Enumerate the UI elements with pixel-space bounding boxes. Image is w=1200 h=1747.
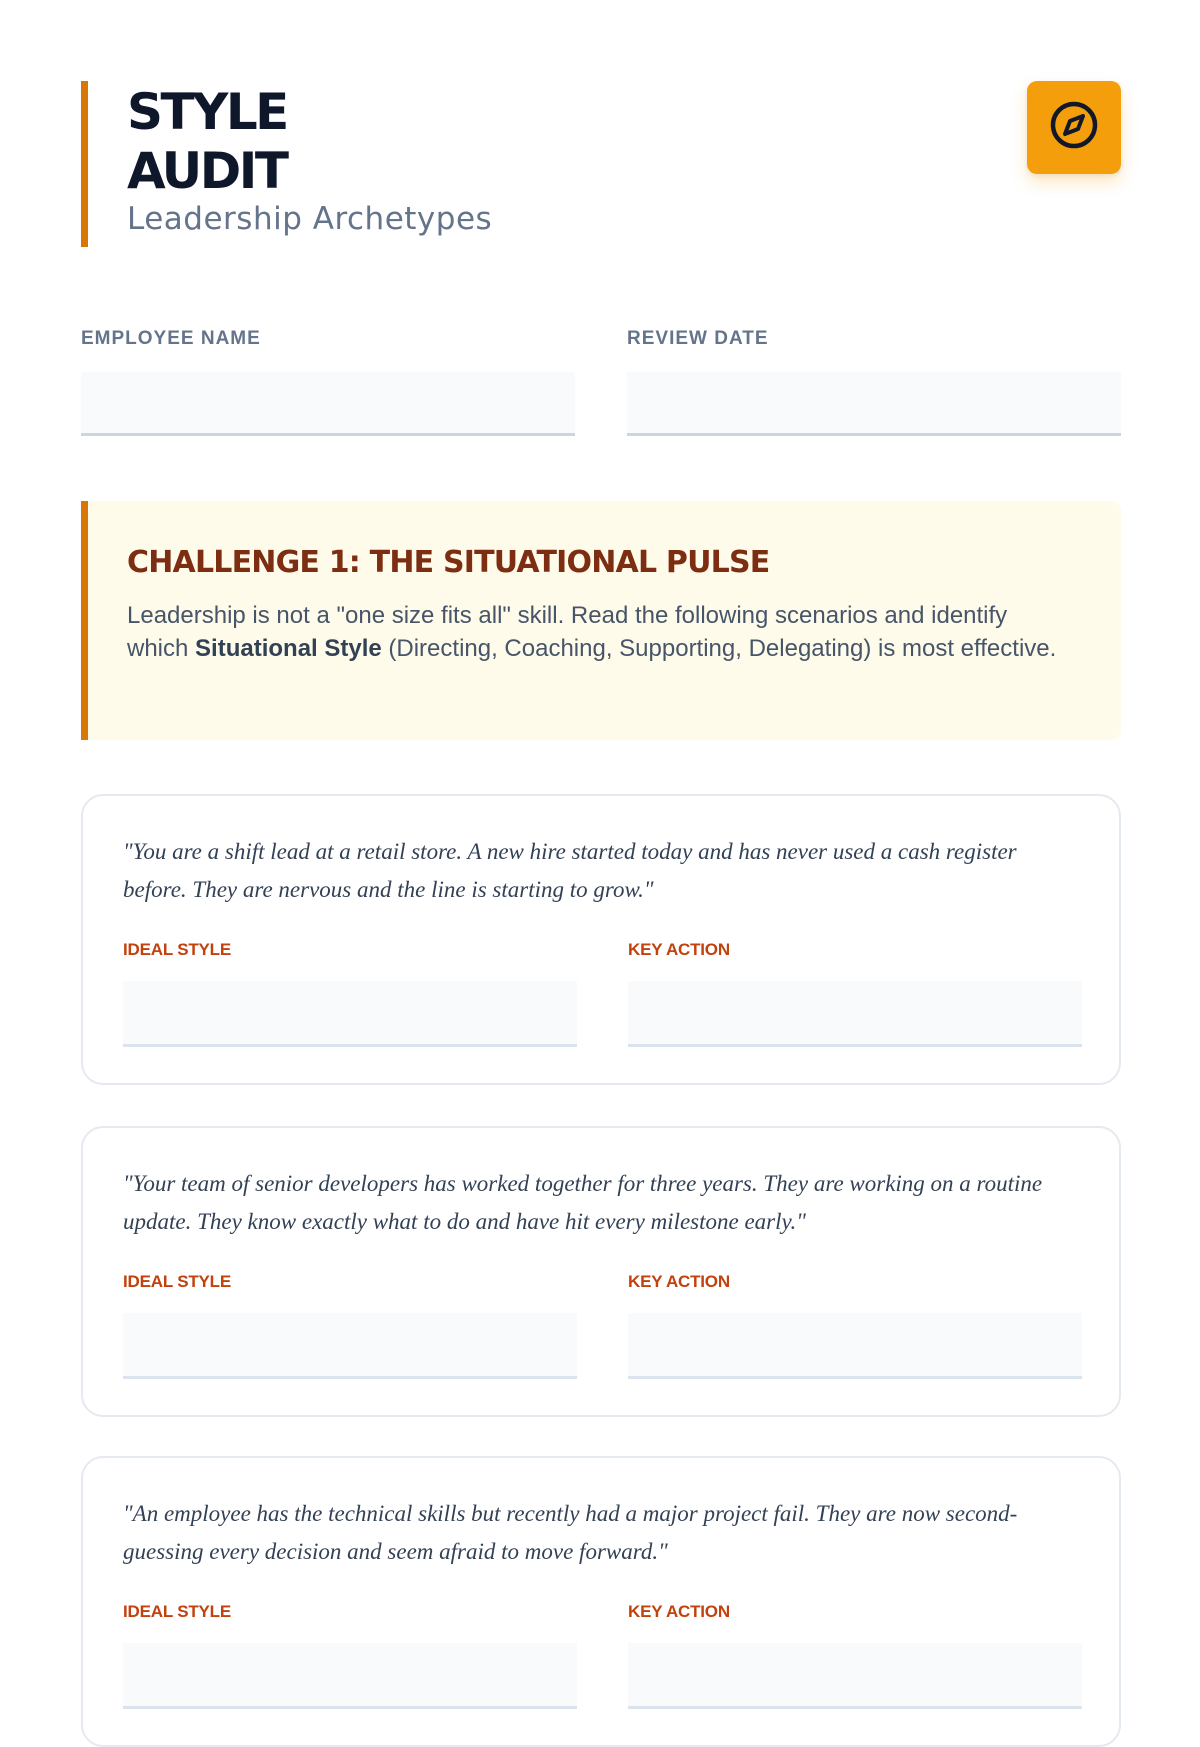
challenge-description (127, 599, 1067, 665)
key-action-label: KEY ACTION (628, 940, 730, 959)
key-action-group (628, 940, 1082, 1047)
header-accent-bar (81, 81, 88, 247)
key-action-input[interactable] (628, 1313, 1082, 1379)
scenario-quote: "You are a shift lead at a retail store. A new hire started today and has never used a cash register before. They are nervous and the line is starting to grow." (123, 839, 1017, 902)
ideal-style-input[interactable] (123, 981, 577, 1047)
challenge-description-end: (Directing, Coaching, Supporting, Delegating) is most effective. (381, 635, 1057, 662)
ideal-style-label: IDEAL STYLE (123, 1272, 232, 1291)
compass-icon (1048, 99, 1100, 156)
page-subtitle: Leadership Archetypes (127, 201, 493, 237)
review-date-group (627, 327, 1121, 436)
scenario-card-1 (81, 794, 1121, 1085)
scenario-quote: "Your team of senior developers has worked together for three years. They are working on a routine update. They know exactly what to do and have hit every milestone early." (123, 1171, 1043, 1234)
employee-name-group (81, 327, 575, 436)
review-date-input[interactable] (627, 372, 1121, 436)
ideal-style-input[interactable] (123, 1313, 577, 1379)
page-title-line-1: STYLE (127, 83, 287, 141)
review-date-label: REVIEW DATE (627, 328, 769, 349)
employee-name-input[interactable] (81, 372, 575, 436)
key-action-group (628, 1602, 1082, 1709)
ideal-style-group (123, 940, 577, 1047)
challenge-intro-box (81, 501, 1121, 740)
challenge-title: CHALLENGE 1: THE SITUATIONAL PULSE (127, 545, 770, 580)
challenge-description-start: Leadership is not a "one size fits all" skill. Read the following scenarios and identify which (127, 602, 1008, 662)
page-title-line-2: AUDIT (127, 142, 287, 200)
ideal-style-label: IDEAL STYLE (123, 940, 232, 959)
key-action-input[interactable] (628, 1643, 1082, 1709)
ideal-style-input[interactable] (123, 1643, 577, 1709)
ideal-style-group (123, 1602, 577, 1709)
key-action-label: KEY ACTION (628, 1602, 730, 1621)
challenge-description-emphasis: Situational Style (195, 635, 382, 662)
scenario-quote: "An employee has the technical skills but recently had a major project fail. They are now second-guessing every decision and seem afraid to move forward." (123, 1501, 1018, 1564)
ideal-style-label: IDEAL STYLE (123, 1602, 232, 1621)
scenario-card-2 (81, 1126, 1121, 1417)
page-header (81, 81, 1121, 247)
scenario-card-3 (81, 1456, 1121, 1747)
title-block (127, 83, 492, 237)
ideal-style-group (123, 1272, 577, 1379)
employee-name-label: EMPLOYEE NAME (81, 328, 261, 349)
compass-button[interactable] (1027, 81, 1121, 174)
key-action-group (628, 1272, 1082, 1379)
key-action-label: KEY ACTION (628, 1272, 730, 1291)
key-action-input[interactable] (628, 981, 1082, 1047)
